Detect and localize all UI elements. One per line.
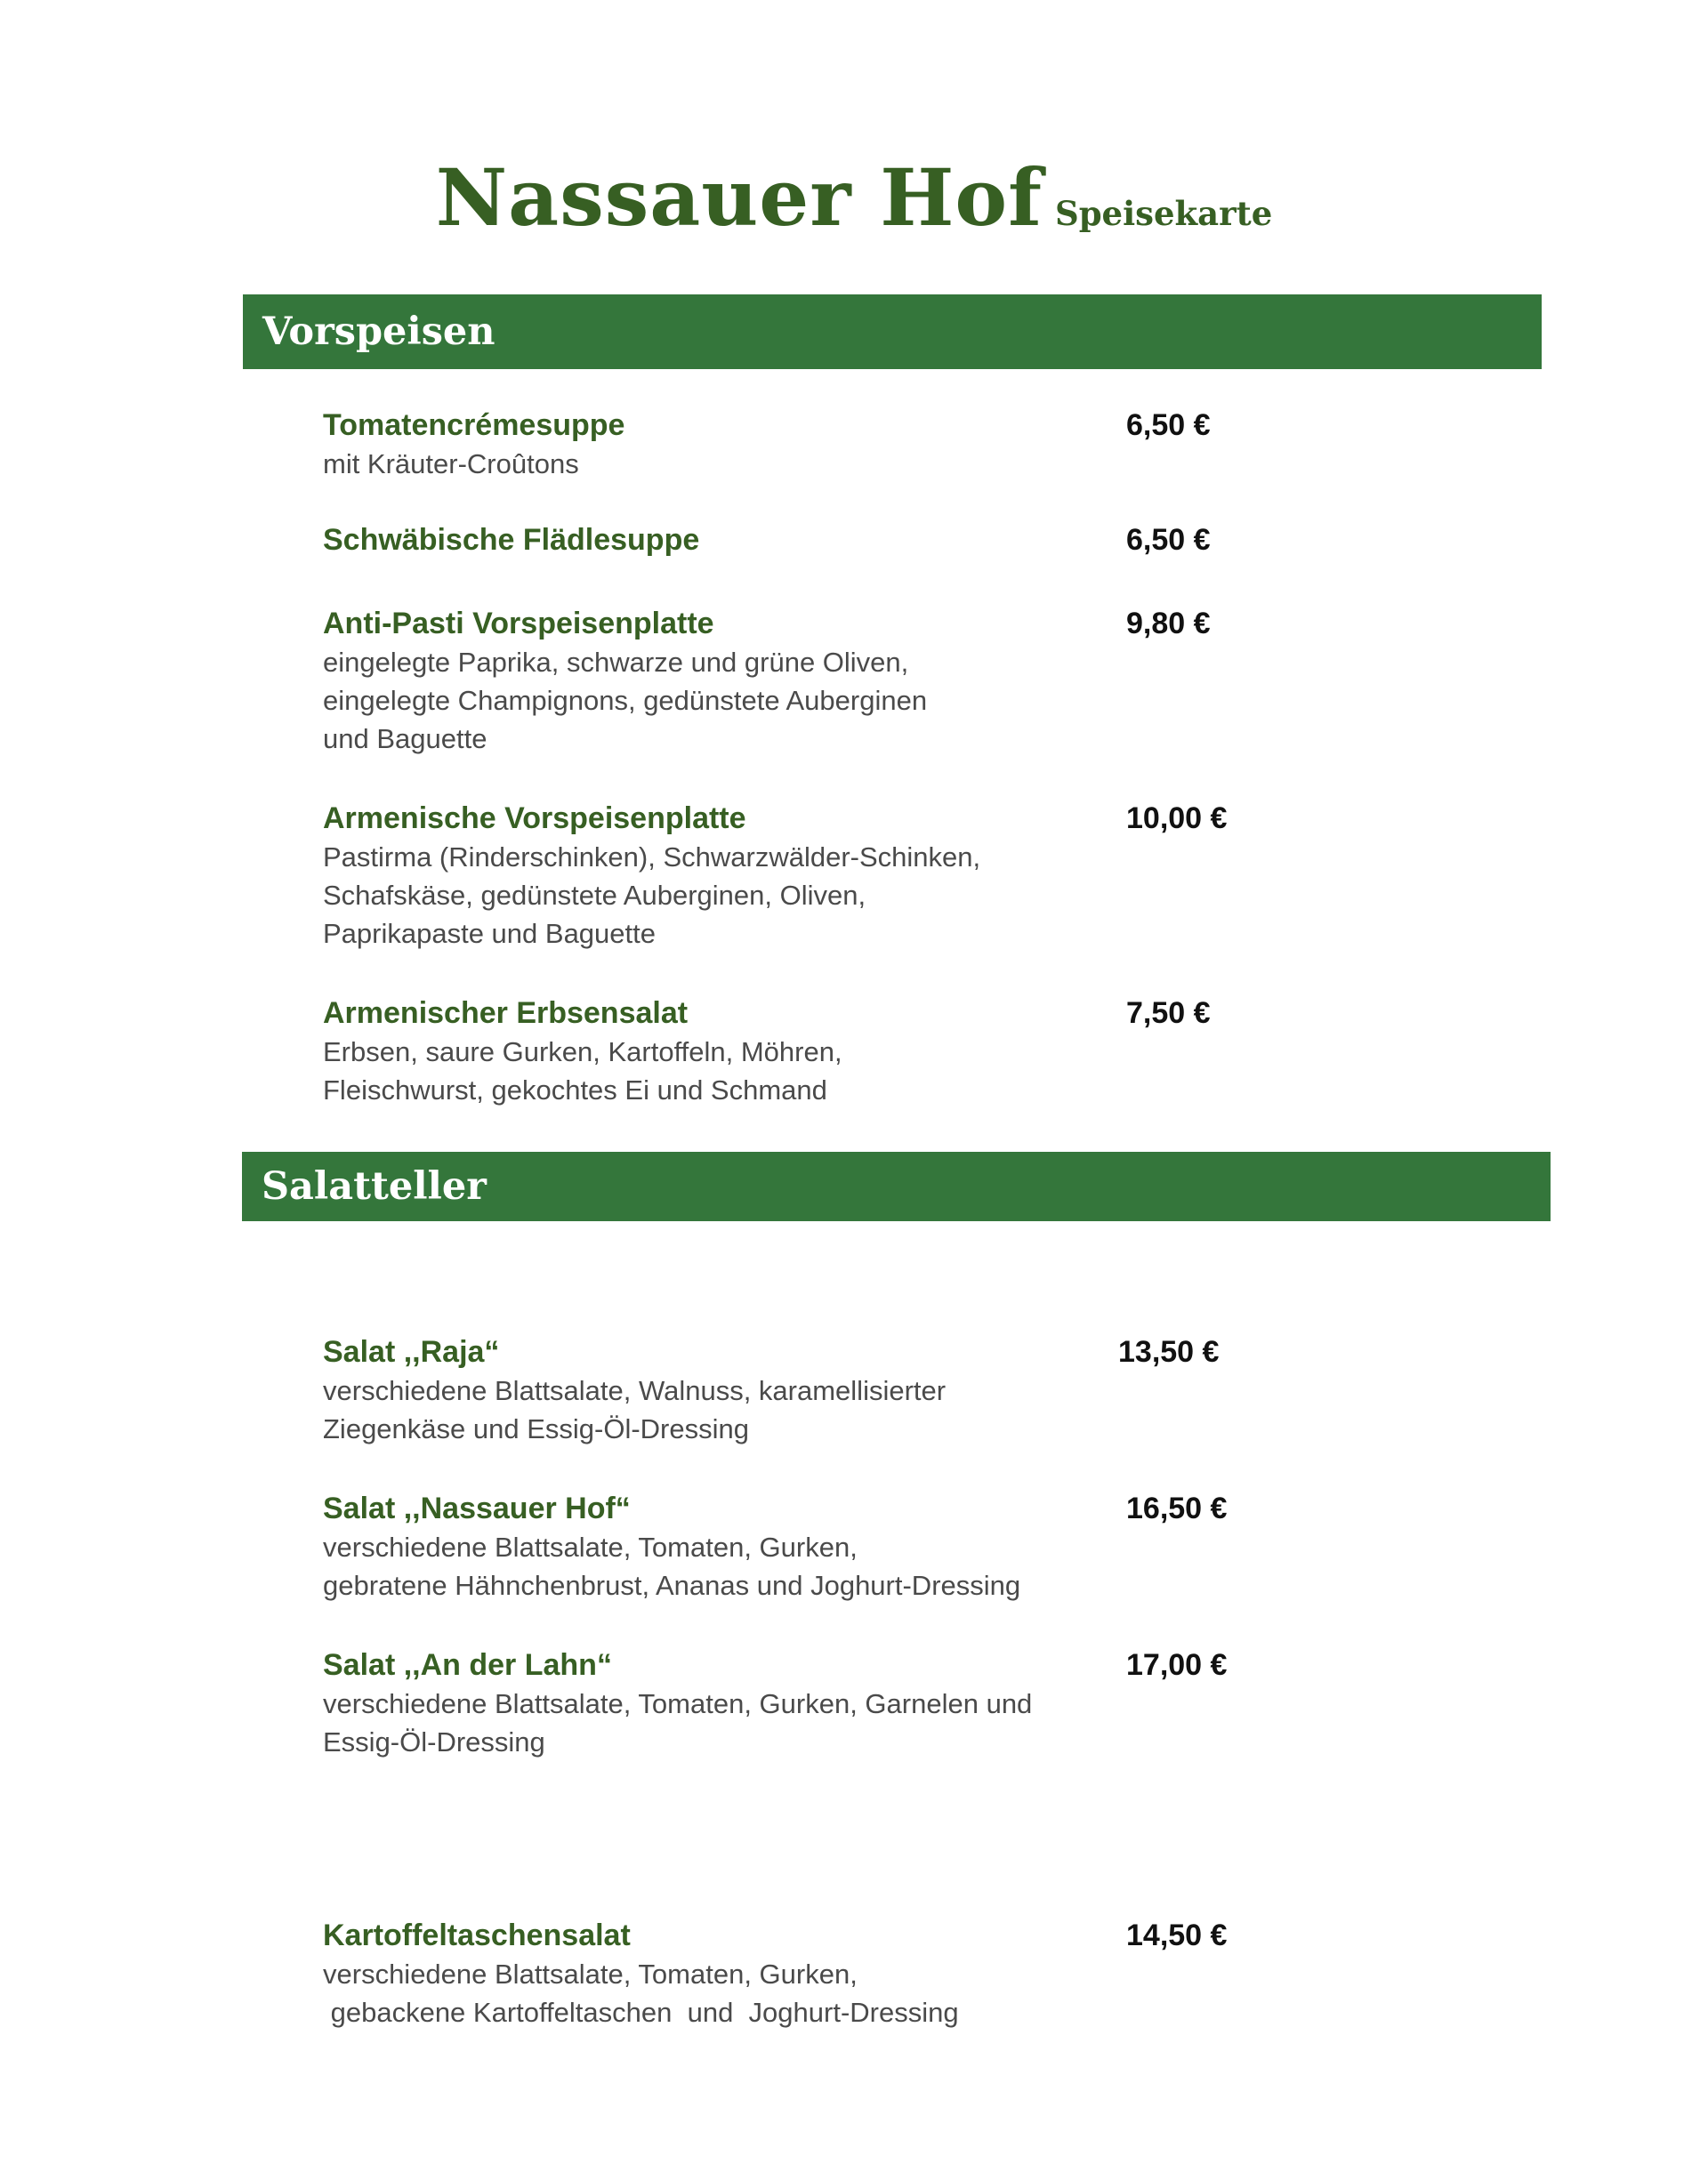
item-description: Erbsen, saure Gurken, Kartoffeln, Möhren, Fleischwurst, gekochtes Ei und Schmand [323, 1036, 842, 1106]
item-name: Armenische Vorspeisenplatte [323, 801, 746, 835]
section-header-salatteller: Salatteller [242, 1152, 1551, 1221]
item-description: verschiedene Blattsalate, Tomaten, Gurken, Garnelen und Essig-Öl-Dressing [323, 1688, 1033, 1758]
menu-item [323, 1333, 1568, 1448]
menu-item [323, 605, 1568, 758]
item-name: Armenischer Erbsensalat [323, 996, 689, 1030]
menu-item [323, 1646, 1568, 1761]
item-description: eingelegte Paprika, schwarze und grüne Oliven, eingelegte Champignons, gedünstete Auberginen und Baguette [323, 647, 928, 754]
item-price: 9,80 € [1126, 607, 1211, 640]
menu-item [323, 521, 1568, 559]
item-name: Salat ,,Raja“ [323, 1335, 500, 1369]
menu-item [323, 406, 1568, 483]
restaurant-name: Nassauer Hof [435, 151, 1043, 244]
page-title [0, 151, 1708, 244]
item-price: 7,50 € [1126, 996, 1211, 1030]
item-price: 6,50 € [1126, 408, 1211, 442]
item-name: Salat ,,An der Lahn“ [323, 1648, 612, 1682]
item-price: 14,50 € [1126, 1919, 1228, 1952]
section-header-vorspeisen: Vorspeisen [243, 294, 1542, 369]
menu-item [323, 1490, 1568, 1605]
item-name: Salat ,,Nassauer Hof“ [323, 1492, 631, 1525]
menu-subtitle: Speisekarte [1054, 194, 1273, 233]
item-name: Kartoffeltaschensalat [323, 1919, 631, 1952]
item-description: verschiedene Blattsalate, Tomaten, Gurken, gebratene Hähnchenbrust, Ananas und Joghurt-Dressing [323, 1532, 1021, 1601]
item-price: 17,00 € [1126, 1648, 1228, 1682]
item-price: 16,50 € [1126, 1492, 1228, 1525]
item-name: Schwäbische Flädlesuppe [323, 523, 700, 557]
item-name: Tomatencrémesuppe [323, 408, 625, 442]
item-description: verschiedene Blattsalate, Tomaten, Gurken, gebackene Kartoffeltaschen und Joghurt-Dressing [323, 1959, 959, 2028]
item-price: 6,50 € [1126, 523, 1211, 557]
item-description: mit Kräuter-Croûtons [323, 448, 579, 479]
menu-item [323, 800, 1568, 953]
item-price: 13,50 € [1118, 1335, 1220, 1369]
item-price: 10,00 € [1126, 801, 1228, 835]
menu-item [323, 1917, 1568, 2031]
item-description: verschiedene Blattsalate, Walnuss, karamellisierter Ziegenkäse und Essig-Öl-Dressing [323, 1375, 947, 1444]
menu-item [323, 994, 1568, 1109]
item-description: Pastirma (Rinderschinken), Schwarzwälder-Schinken, Schafskäse, gedünstete Auberginen, Oliven, Paprikapaste und Baguette [323, 841, 981, 949]
item-name: Anti-Pasti Vorspeisenplatte [323, 607, 714, 640]
